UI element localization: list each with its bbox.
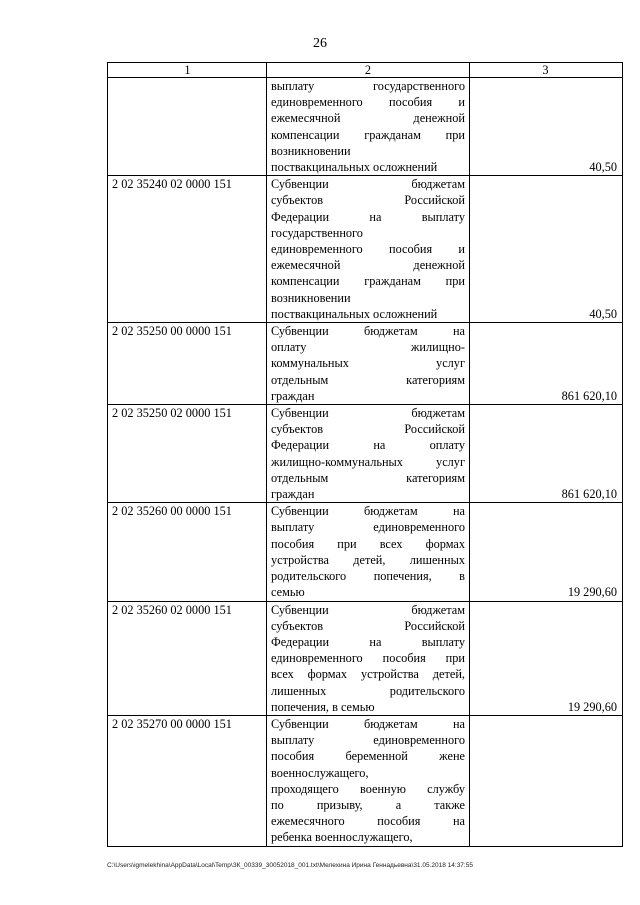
table-row <box>108 78 623 176</box>
row-name-line: оплату жилищно- <box>271 340 465 355</box>
header-col-1: 1 <box>108 63 267 78</box>
row-name-line: единовременного пособия и <box>271 242 465 257</box>
row-name <box>267 503 470 601</box>
row-name-line: субъектов Российской <box>271 618 465 633</box>
budget-table-body <box>108 63 623 847</box>
row-amount: 861 620,10 <box>470 323 623 405</box>
row-name-line: отдельным категориям <box>271 372 465 387</box>
page-number: 26 <box>313 36 327 51</box>
row-name-line: единовременного пособия при <box>271 651 465 666</box>
header-col-3: 3 <box>470 63 623 78</box>
row-name-line: поствакцинальных осложнений <box>271 160 438 175</box>
row-amount: 19 290,60 <box>470 601 623 715</box>
row-name-line: пособия при всех формах <box>271 536 465 551</box>
row-name-line: всех формах устройства детей, <box>271 667 465 682</box>
row-name-line: граждан <box>271 388 315 403</box>
row-name-line: Федерации на выплату <box>271 634 465 649</box>
row-name-line: компенсации гражданам при <box>271 274 465 289</box>
row-name-line: проходящего военную службу <box>271 781 465 796</box>
row-name-line: субъектов Российской <box>271 193 465 208</box>
row-amount: 40,50 <box>470 78 623 176</box>
table-row <box>108 715 623 846</box>
row-name <box>267 78 470 176</box>
row-name-line: субъектов Российской <box>271 422 465 437</box>
file-path-footer: C:\Users\igmelekhina\AppData\Local\Temp\ЗК_00339_30052018_001.txt\Мелехина Ирина Геннадьевна\31.05.2018 14:37:55 <box>107 862 473 869</box>
row-name-line: семью <box>271 585 305 600</box>
table-row <box>108 503 623 601</box>
row-name-line: выплату единовременного <box>271 733 465 748</box>
row-name-line: устройства детей, лишенных <box>271 552 465 567</box>
row-name-line: Субвенции бюджетам <box>271 602 465 617</box>
row-name-line: ребенка военнослужащего, <box>271 830 413 845</box>
row-name-line: коммунальных услуг <box>271 356 465 371</box>
row-name-line: Субвенции бюджетам на <box>271 324 465 339</box>
table-row <box>108 323 623 405</box>
table-row <box>108 601 623 715</box>
row-name-line: по призыву, а также <box>271 797 465 812</box>
row-code <box>108 78 267 176</box>
row-name <box>267 323 470 405</box>
row-name-line: ежемесячного пособия на <box>271 814 465 829</box>
row-name-line: военнослужащего, <box>271 765 369 780</box>
row-name-line: компенсации гражданам при <box>271 127 465 142</box>
table-header-row <box>108 63 623 78</box>
row-code: 2 02 35250 00 0000 151 <box>108 323 267 405</box>
row-name-line: отдельным категориям <box>271 470 465 485</box>
row-name-line: возникновении <box>271 290 351 305</box>
row-name-line: ежемесячной денежной <box>271 111 465 126</box>
row-name <box>267 601 470 715</box>
row-name-line: Субвенции бюджетам <box>271 177 465 192</box>
row-name-line: лишенных родительского <box>271 683 465 698</box>
row-name-line: пособия беременной жене <box>271 749 465 764</box>
row-amount: 19 290,60 <box>470 503 623 601</box>
table-row <box>108 176 623 323</box>
header-col-2: 2 <box>267 63 470 78</box>
row-code: 2 02 35260 00 0000 151 <box>108 503 267 601</box>
row-name <box>267 176 470 323</box>
row-name <box>267 715 470 846</box>
row-name-line: жилищно-коммунальных услуг <box>271 454 465 469</box>
row-name <box>267 405 470 503</box>
row-name-line: Субвенции бюджетам <box>271 406 465 421</box>
row-name-line: родительского попечения, в <box>271 569 465 584</box>
row-name-line: единовременного пособия и <box>271 95 465 110</box>
row-name-line: поствакцинальных осложнений <box>271 306 438 321</box>
row-name-line: выплату единовременного <box>271 520 465 535</box>
row-amount: 40,50 <box>470 176 623 323</box>
row-name-line: попечения, в семью <box>271 699 375 714</box>
row-name-line: Федерации на оплату <box>271 438 465 453</box>
table-row <box>108 405 623 503</box>
row-name-line: государственного <box>271 225 363 240</box>
row-code: 2 02 35260 02 0000 151 <box>108 601 267 715</box>
row-name-line: Федерации на выплату <box>271 209 465 224</box>
row-name-line: возникновении <box>271 143 351 158</box>
row-name-line: ежемесячной денежной <box>271 258 465 273</box>
budget-table <box>107 62 623 847</box>
row-amount <box>470 715 623 846</box>
row-name-line: выплату государственного <box>271 79 465 93</box>
row-code: 2 02 35240 02 0000 151 <box>108 176 267 323</box>
row-name-line: граждан <box>271 487 315 502</box>
row-code: 2 02 35270 00 0000 151 <box>108 715 267 846</box>
row-name-line: Субвенции бюджетам на <box>271 716 465 731</box>
row-amount: 861 620,10 <box>470 405 623 503</box>
row-code: 2 02 35250 02 0000 151 <box>108 405 267 503</box>
row-name-line: Субвенции бюджетам на <box>271 504 465 519</box>
